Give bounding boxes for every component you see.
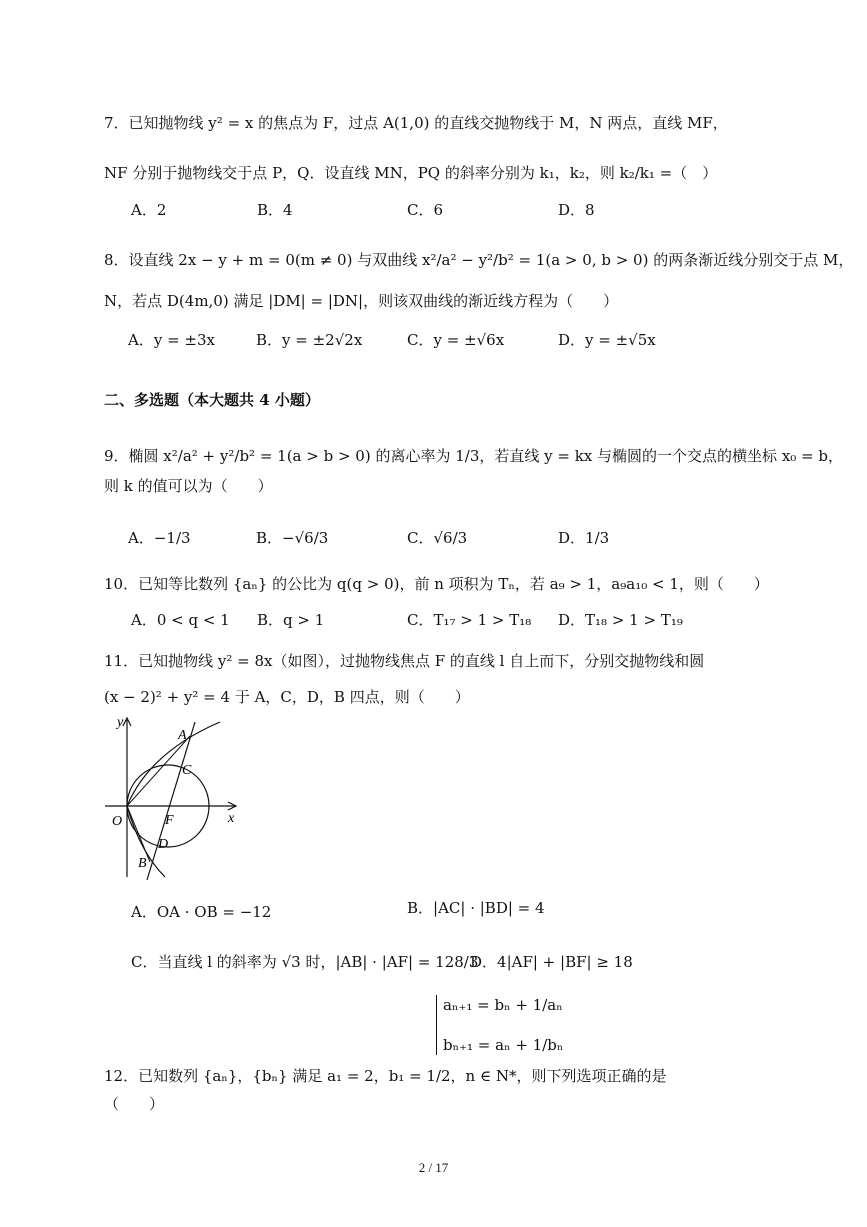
q10-option-b: B．q > 1 — [257, 611, 325, 629]
q10-option-a: A．0 < q < 1 — [131, 611, 230, 629]
q9-line1: 9．椭圆 x²/a² + y²/b² = 1(a > b > 0) 的离心率为 1/3，若直线 y = kx 与椭圆的一个交点的横坐标 x₀ = b， — [104, 447, 843, 465]
q9-option-b: B．−√6/3 — [256, 529, 329, 547]
q9-line2: 则 k 的值可以为（ ） — [104, 477, 273, 495]
label-o: O — [112, 814, 123, 829]
q8-option-c: C．y = ±√6x — [407, 331, 505, 349]
q12-system-brace — [436, 995, 563, 1055]
label-b: B — [138, 856, 147, 871]
q8-line2: N，若点 D(4m,0) 满足 |DM| = |DN|，则该双曲线的渐近线方程为（ ） — [104, 292, 619, 310]
q10-option-d: D．T₁₈ > 1 > T₁₉ — [558, 611, 683, 629]
q11-option-b: B．|AC| · |BD| = 4 — [407, 899, 545, 917]
q11-line2: (x − 2)² + y² = 4 于 A，C，D，B 四点，则（ ） — [104, 688, 470, 706]
focal-line — [147, 722, 195, 880]
parabola — [127, 722, 220, 877]
q11-line1: 11．已知抛物线 y² = 8x（如图），过抛物线焦点 F 的直线 l 自上而下，分别交抛物线和圆 — [104, 652, 705, 670]
q7-option-b: B．4 — [257, 201, 293, 219]
label-y: y — [117, 715, 124, 730]
label-c: C — [182, 763, 192, 778]
section-heading-multiple-choice: 二、多选题（本大题共 4 小题） — [104, 391, 320, 409]
parabola-circle-figure — [100, 712, 250, 882]
q11-option-c: C．当直线 l 的斜率为 √3 时，|AB| · |AF| = 128/3 — [131, 953, 479, 971]
q11-option-d: D．4|AF| + |BF| ≥ 18 — [470, 953, 633, 971]
label-f: F — [165, 813, 174, 828]
q9-option-a: A．−1/3 — [128, 529, 191, 547]
q10-option-c: C．T₁₇ > 1 > T₁₈ — [407, 611, 532, 629]
q12-line1: 12．已知数列 {aₙ}，{bₙ} 满足 a₁ = 2，b₁ = 1/2，n ∈ N*，则下列选项正确的是 — [104, 1067, 667, 1085]
q12-system-eq2: bₙ₊₁ = aₙ + 1/bₙ — [443, 1036, 564, 1054]
page-number: 2 / 17 — [418, 1160, 449, 1175]
q8-option-a: A．y = ±3x — [128, 331, 215, 349]
label-a: A — [178, 728, 187, 743]
q8-option-b: B．y = ±2√2x — [256, 331, 363, 349]
q12-system-eq1: aₙ₊₁ = bₙ + 1/aₙ — [443, 996, 563, 1014]
q7-line1: 7．已知抛物线 y² = x 的焦点为 F，过点 A(1,0) 的直线交抛物线于 M，N 两点，直线 MF， — [104, 114, 728, 132]
q9-option-c: C．√6/3 — [407, 529, 468, 547]
q12-line2: （ ） — [104, 1095, 165, 1113]
label-d: D — [158, 837, 169, 852]
q7-option-d: D．8 — [558, 201, 595, 219]
q7-option-a: A．2 — [131, 201, 167, 219]
q8-line1: 8．设直线 2x − y + m = 0(m ≠ 0) 与双曲线 x²/a² − y²/b² = 1(a > 0, b > 0) 的两条渐近线分别交于点 M， — [104, 251, 854, 269]
label-x: x — [228, 811, 235, 826]
q7-line2: NF 分别于抛物线交于点 P，Q．设直线 MN，PQ 的斜率分别为 k₁，k₂，则 k₂/k₁ =（ ） — [104, 164, 718, 182]
q7-option-c: C．6 — [407, 201, 444, 219]
q11-option-a: A．OA · OB = −12 — [131, 903, 272, 921]
q10-line1: 10．已知等比数列 {aₙ} 的公比为 q(q > 0)，前 n 项积为 Tₙ，若 a₉ > 1，a₉a₁₀ < 1，则（ ） — [104, 575, 769, 593]
q9-option-d: D．1/3 — [558, 529, 610, 547]
segment-ob — [127, 806, 150, 862]
q8-option-d: D．y = ±√5x — [558, 331, 656, 349]
